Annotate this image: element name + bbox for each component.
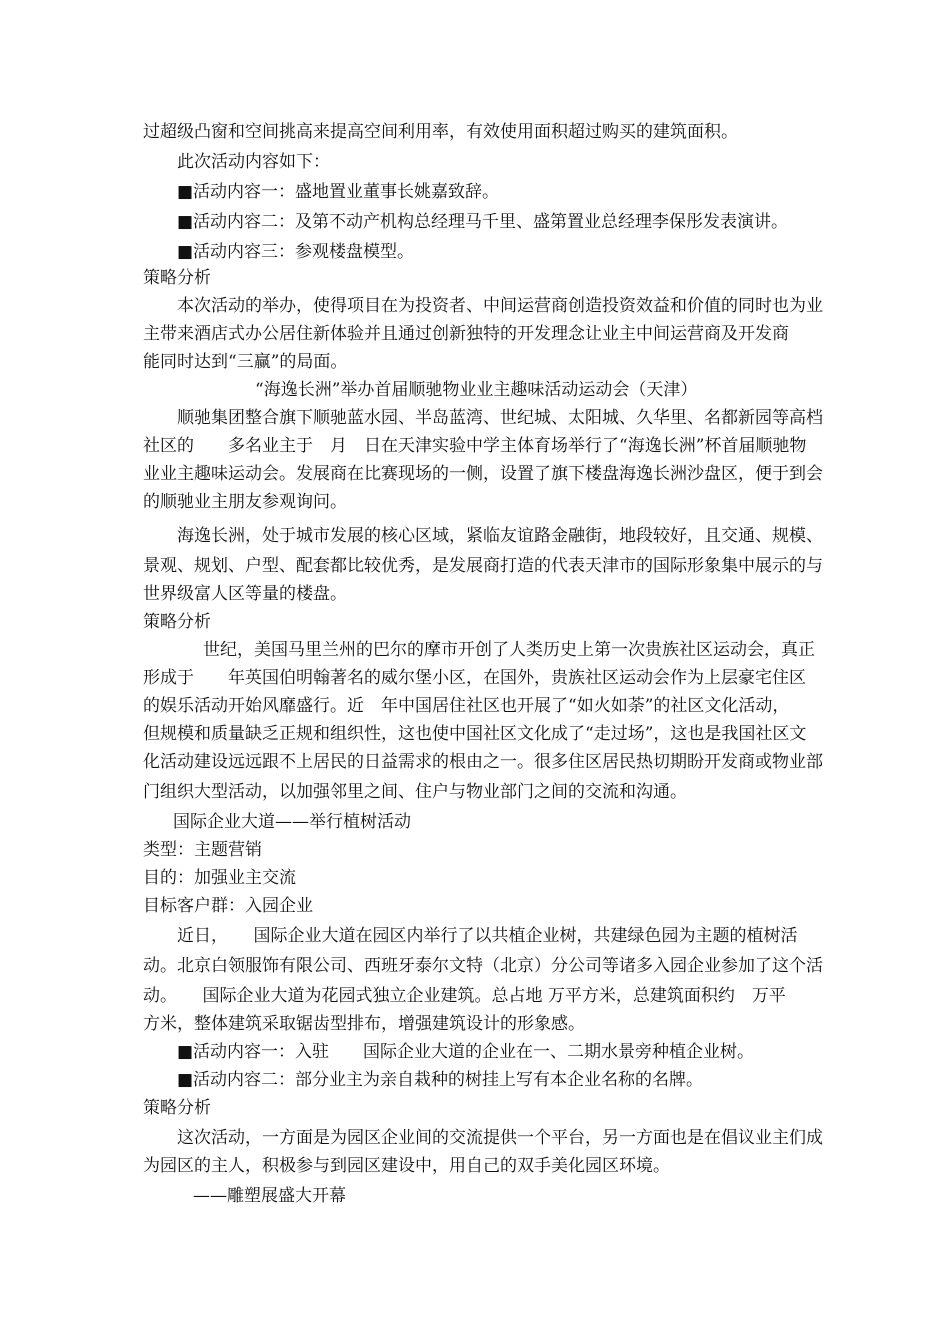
body-text-line: 海逸长洲，处于城市发展的核心区域，紧临友谊路金融街，地段较好，且交通、规模、	[177, 526, 823, 546]
body-text-line: 近日， 国际企业大道在园区内举行了以共植企业树，共建绿色园为主题的植树活	[177, 926, 798, 946]
section-title: 国际企业大道——举行植树活动	[173, 812, 411, 832]
list-item: ■活动内容二：及第不动产机构总经理马千里、盛第置业总经理李保彤发表演讲。	[177, 212, 789, 232]
body-text-line: 世纪，美国马里兰州的巴尔的摩市开创了人类历史上第一次贵族社区运动会，真正	[203, 640, 815, 660]
body-text-line: 但规模和质量缺乏正规和组织性，这也使中国社区文化成了“走过场”，这也是我国社区文	[143, 724, 807, 744]
body-text-line: 主带来酒店式办公居住新体验并且通过创新独特的开发理念让业主中间运营商及开发商	[143, 324, 789, 344]
body-text-line: 景观、规划、户型、配套都比较优秀，是发展商打造的代表天津市的国际形象集中展示的与	[143, 556, 823, 576]
body-text-line: 此次活动内容如下：	[177, 152, 330, 172]
field-type: 类型：主题营销	[143, 840, 262, 860]
body-text-line: 门组织大型活动，以加强邻里之间、住户与物业部门之间的交流和沟通。	[143, 782, 687, 802]
field-target-customers: 目标客户群：入园企业	[143, 896, 313, 916]
list-item: ■活动内容三：参观楼盘模型。	[177, 242, 415, 262]
body-text-line: 的娱乐活动开始风靡盛行。近 年中国居住社区也开展了“如火如荼”的社区文化活动，	[143, 696, 790, 716]
body-text-line: 动。北京白领服饰有限公司、西班牙泰尔文特（北京）分公司等诸多入园企业参加了这个活	[143, 956, 823, 976]
section-heading: 策略分析	[143, 612, 211, 632]
body-text-line: 顺驰集团整合旗下顺驰蓝水园、半岛蓝湾、世纪城、太阳城、久华里、名都新园等高档	[177, 408, 823, 428]
section-title: ——雕塑展盛大开幕	[193, 1186, 346, 1206]
body-text-line: 这次活动，一方面是为园区企业间的交流提供一个平台，另一方面也是在倡议业主们成	[177, 1128, 823, 1148]
body-text-line: 形成于 年英国伯明翰著名的威尔堡小区，在国外，贵族社区运动会作为上层豪宅住区	[143, 668, 806, 688]
list-item: ■活动内容二：部分业主为亲自栽种的树挂上写有本企业名称的名牌。	[177, 1070, 704, 1090]
body-text-line: 社区的 多名业主于 月 日在天津实验中学主体育场举行了“海逸长洲”杯首届顺驰物	[143, 436, 807, 456]
list-item: ■活动内容一：入驻 国际企业大道的企业在一、二期水景旁种植企业树。	[177, 1042, 755, 1062]
list-item: ■活动内容一：盛地置业董事长姚嘉致辞。	[177, 182, 500, 202]
body-text-line: 动。 国际企业大道为花园式独立企业建筑。总占地 万平方米，总建筑面积约 万平	[143, 986, 786, 1006]
body-text-line: 过超级凸窗和空间挑高来提高空间利用率，有效使用面积超过购买的建筑面积。	[143, 122, 738, 142]
body-text-line: 的顺驰业主朋友参观询问。	[143, 492, 347, 512]
section-heading: 策略分析	[143, 268, 211, 288]
body-text-line: 业业主趣味运动会。发展商在比赛现场的一侧，设置了旗下楼盘海逸长洲沙盘区，便于到会	[143, 464, 823, 484]
body-text-line: 化活动建设远远跟不上居民的日益需求的根由之一。很多住区居民热切期盼开发商或物业部	[143, 752, 823, 772]
section-title: “海逸长洲”举办首届顺驰物业业主趣味活动运动会（天津）	[255, 380, 698, 400]
body-text-line: 为园区的主人，积极参与到园区建设中，用自己的双手美化园区环境。	[143, 1156, 670, 1176]
field-purpose: 目的：加强业主交流	[143, 868, 296, 888]
section-heading: 策略分析	[143, 1098, 211, 1118]
body-text-line: 方米，整体建筑采取锯齿型排布，增强建筑设计的形象感。	[143, 1014, 585, 1034]
body-text-line: 能同时达到“三赢”的局面。	[143, 352, 348, 372]
body-text-line: 世界级富人区等量的楼盘。	[143, 584, 347, 604]
body-text-line: 本次活动的举办，使得项目在为投资者、中间运营商创造投资效益和价值的同时也为业	[177, 296, 823, 316]
